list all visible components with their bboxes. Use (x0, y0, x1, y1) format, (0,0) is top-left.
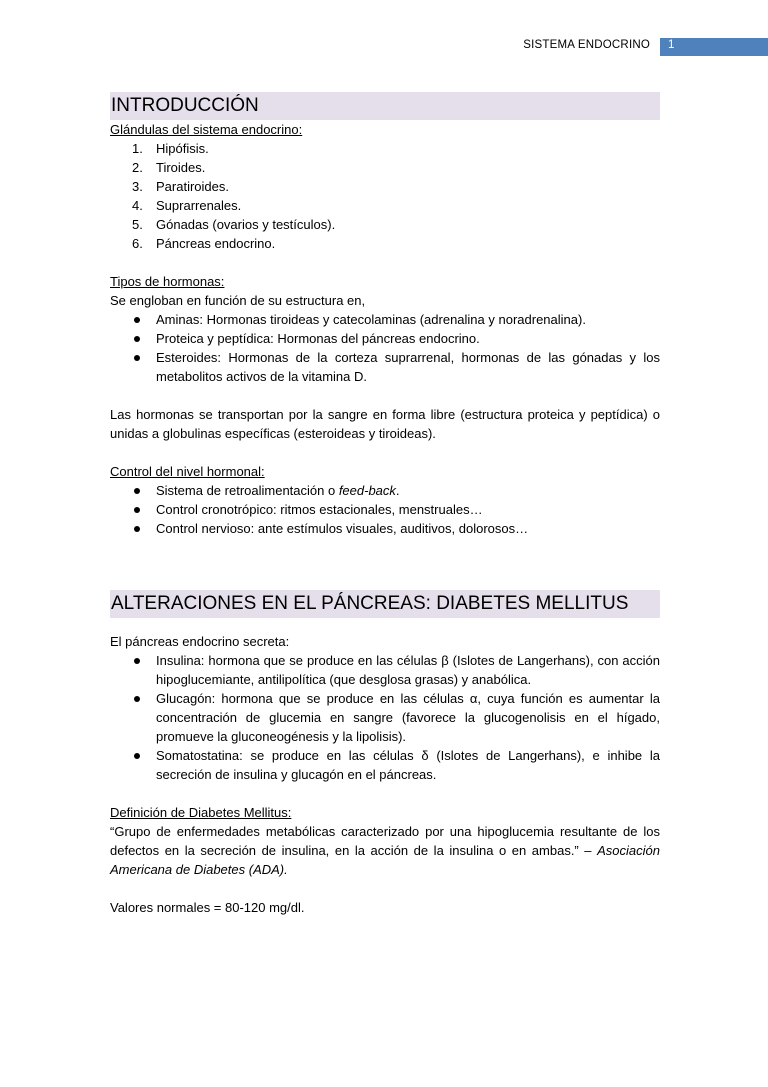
list-item (110, 689, 660, 746)
list-item-text: Proteica y peptídica: Hormonas del páncreas endocrino. (156, 331, 480, 346)
list-number: 2. (132, 160, 143, 175)
quote-text: “Grupo de enfermedades metabólicas caracterizado por una hipoglucemia resultante de los defectos en la secreción de insulina, en la acción de la insulina o en ambas.” – (110, 824, 660, 858)
list-item-text: Gónadas (ovarios y testículos). (156, 217, 336, 232)
page-number-box (660, 38, 768, 56)
list-item (110, 158, 660, 177)
punctuation: . (395, 483, 400, 498)
list-item (110, 500, 660, 519)
running-title: SISTEMA ENDOCRINO (523, 39, 650, 51)
list-number: 1. (132, 141, 143, 156)
glands-title: Glándulas del sistema endocrino: (110, 122, 303, 137)
list-item (110, 481, 660, 500)
section-heading-text: INTRODUCCIÓN (111, 95, 259, 116)
list-item (110, 746, 660, 784)
list-item-text: Control nervioso: ante estímulos visuales, auditivos, dolorosos… (156, 521, 529, 536)
list-number: 4. (132, 198, 143, 213)
secretions-list (110, 651, 660, 784)
page-number: 1 (668, 39, 675, 51)
list-item-text: Paratiroides. (156, 179, 229, 194)
list-item (110, 310, 660, 329)
bullet-icon (134, 507, 140, 513)
hormone-types-title: Tipos de hormonas: (110, 274, 225, 289)
list-item (110, 177, 660, 196)
control-list (110, 481, 660, 538)
list-item-text: Control cronotrópico: ritmos estacionales, menstruales… (156, 502, 483, 517)
section-heading-text: ALTERACIONES EN EL PÁNCREAS: DIABETES MELLITUS (111, 593, 629, 614)
bullet-icon (134, 696, 140, 702)
list-item (110, 519, 660, 538)
definition-quote (110, 822, 660, 879)
hormone-types-list (110, 310, 660, 386)
control-title: Control del nivel hormonal: (110, 464, 265, 479)
list-item-text: Sistema de retroalimentación o (156, 483, 339, 498)
list-item (110, 139, 660, 158)
list-item-text: Páncreas endocrino. (156, 236, 276, 251)
hormone-types-intro: Se engloban en función de su estructura en, (110, 293, 366, 308)
bullet-icon (134, 336, 140, 342)
list-item (110, 215, 660, 234)
list-item-text: Esteroides: Hormonas de la corteza suprarrenal, hormonas de las gónadas y los metabolitos activos de la vitamina D. (156, 350, 660, 384)
secretes-intro: El páncreas endocrino secreta: (110, 634, 290, 649)
list-item-text: Tiroides. (156, 160, 206, 175)
list-item (110, 329, 660, 348)
list-item (110, 196, 660, 215)
quote-source: Asociación Americana de Diabetes (ADA). (110, 843, 660, 877)
list-item (110, 651, 660, 689)
transport-paragraph: Las hormonas se transportan por la sangre en forma libre (estructura proteica y peptídica) o unidas a globulinas específicas (esteroideas y tiroideas). (110, 407, 660, 441)
bullet-icon (134, 355, 140, 361)
list-item-text: Glucagón: hormona que se produce en las células α, cuya función es aumentar la concentración de glucemia en sangre (favorece la glucogenolisis en el hígado, promueve la gluconeogénesis y la lipolisis). (156, 691, 660, 744)
bullet-icon (134, 658, 140, 664)
list-number: 3. (132, 179, 143, 194)
list-item-text: Hipófisis. (156, 141, 209, 156)
list-item-text: Insulina: hormona que se produce en las células β (Islotes de Langerhans), con acción hipoglucemiante, antilipolítica (que desglosa grasas) y anabólica. (156, 653, 660, 687)
normal-values: Valores normales = 80-120 mg/dl. (110, 900, 305, 915)
bullet-icon (134, 753, 140, 759)
glands-list (110, 139, 660, 253)
document-body (110, 92, 660, 917)
list-number: 5. (132, 217, 143, 232)
list-item-text: Suprarrenales. (156, 198, 242, 213)
running-header (0, 38, 768, 58)
list-number: 6. (132, 236, 143, 251)
list-item (110, 234, 660, 253)
section-heading-introduccion (110, 92, 660, 120)
feedback-term: feed-back (338, 483, 396, 498)
list-item-text: Somatostatina: se produce en las células δ (Islotes de Langerhans), e inhibe la secreción de insulina y glucagón en el páncreas. (156, 748, 660, 782)
list-item-text: Aminas: Hormonas tiroideas y catecolaminas (adrenalina y noradrenalina). (156, 312, 586, 327)
bullet-icon (134, 526, 140, 532)
section-heading-diabetes (110, 590, 660, 618)
definition-title: Definición de Diabetes Mellitus: (110, 805, 292, 820)
list-item (110, 348, 660, 386)
bullet-icon (134, 488, 140, 494)
bullet-icon (134, 317, 140, 323)
